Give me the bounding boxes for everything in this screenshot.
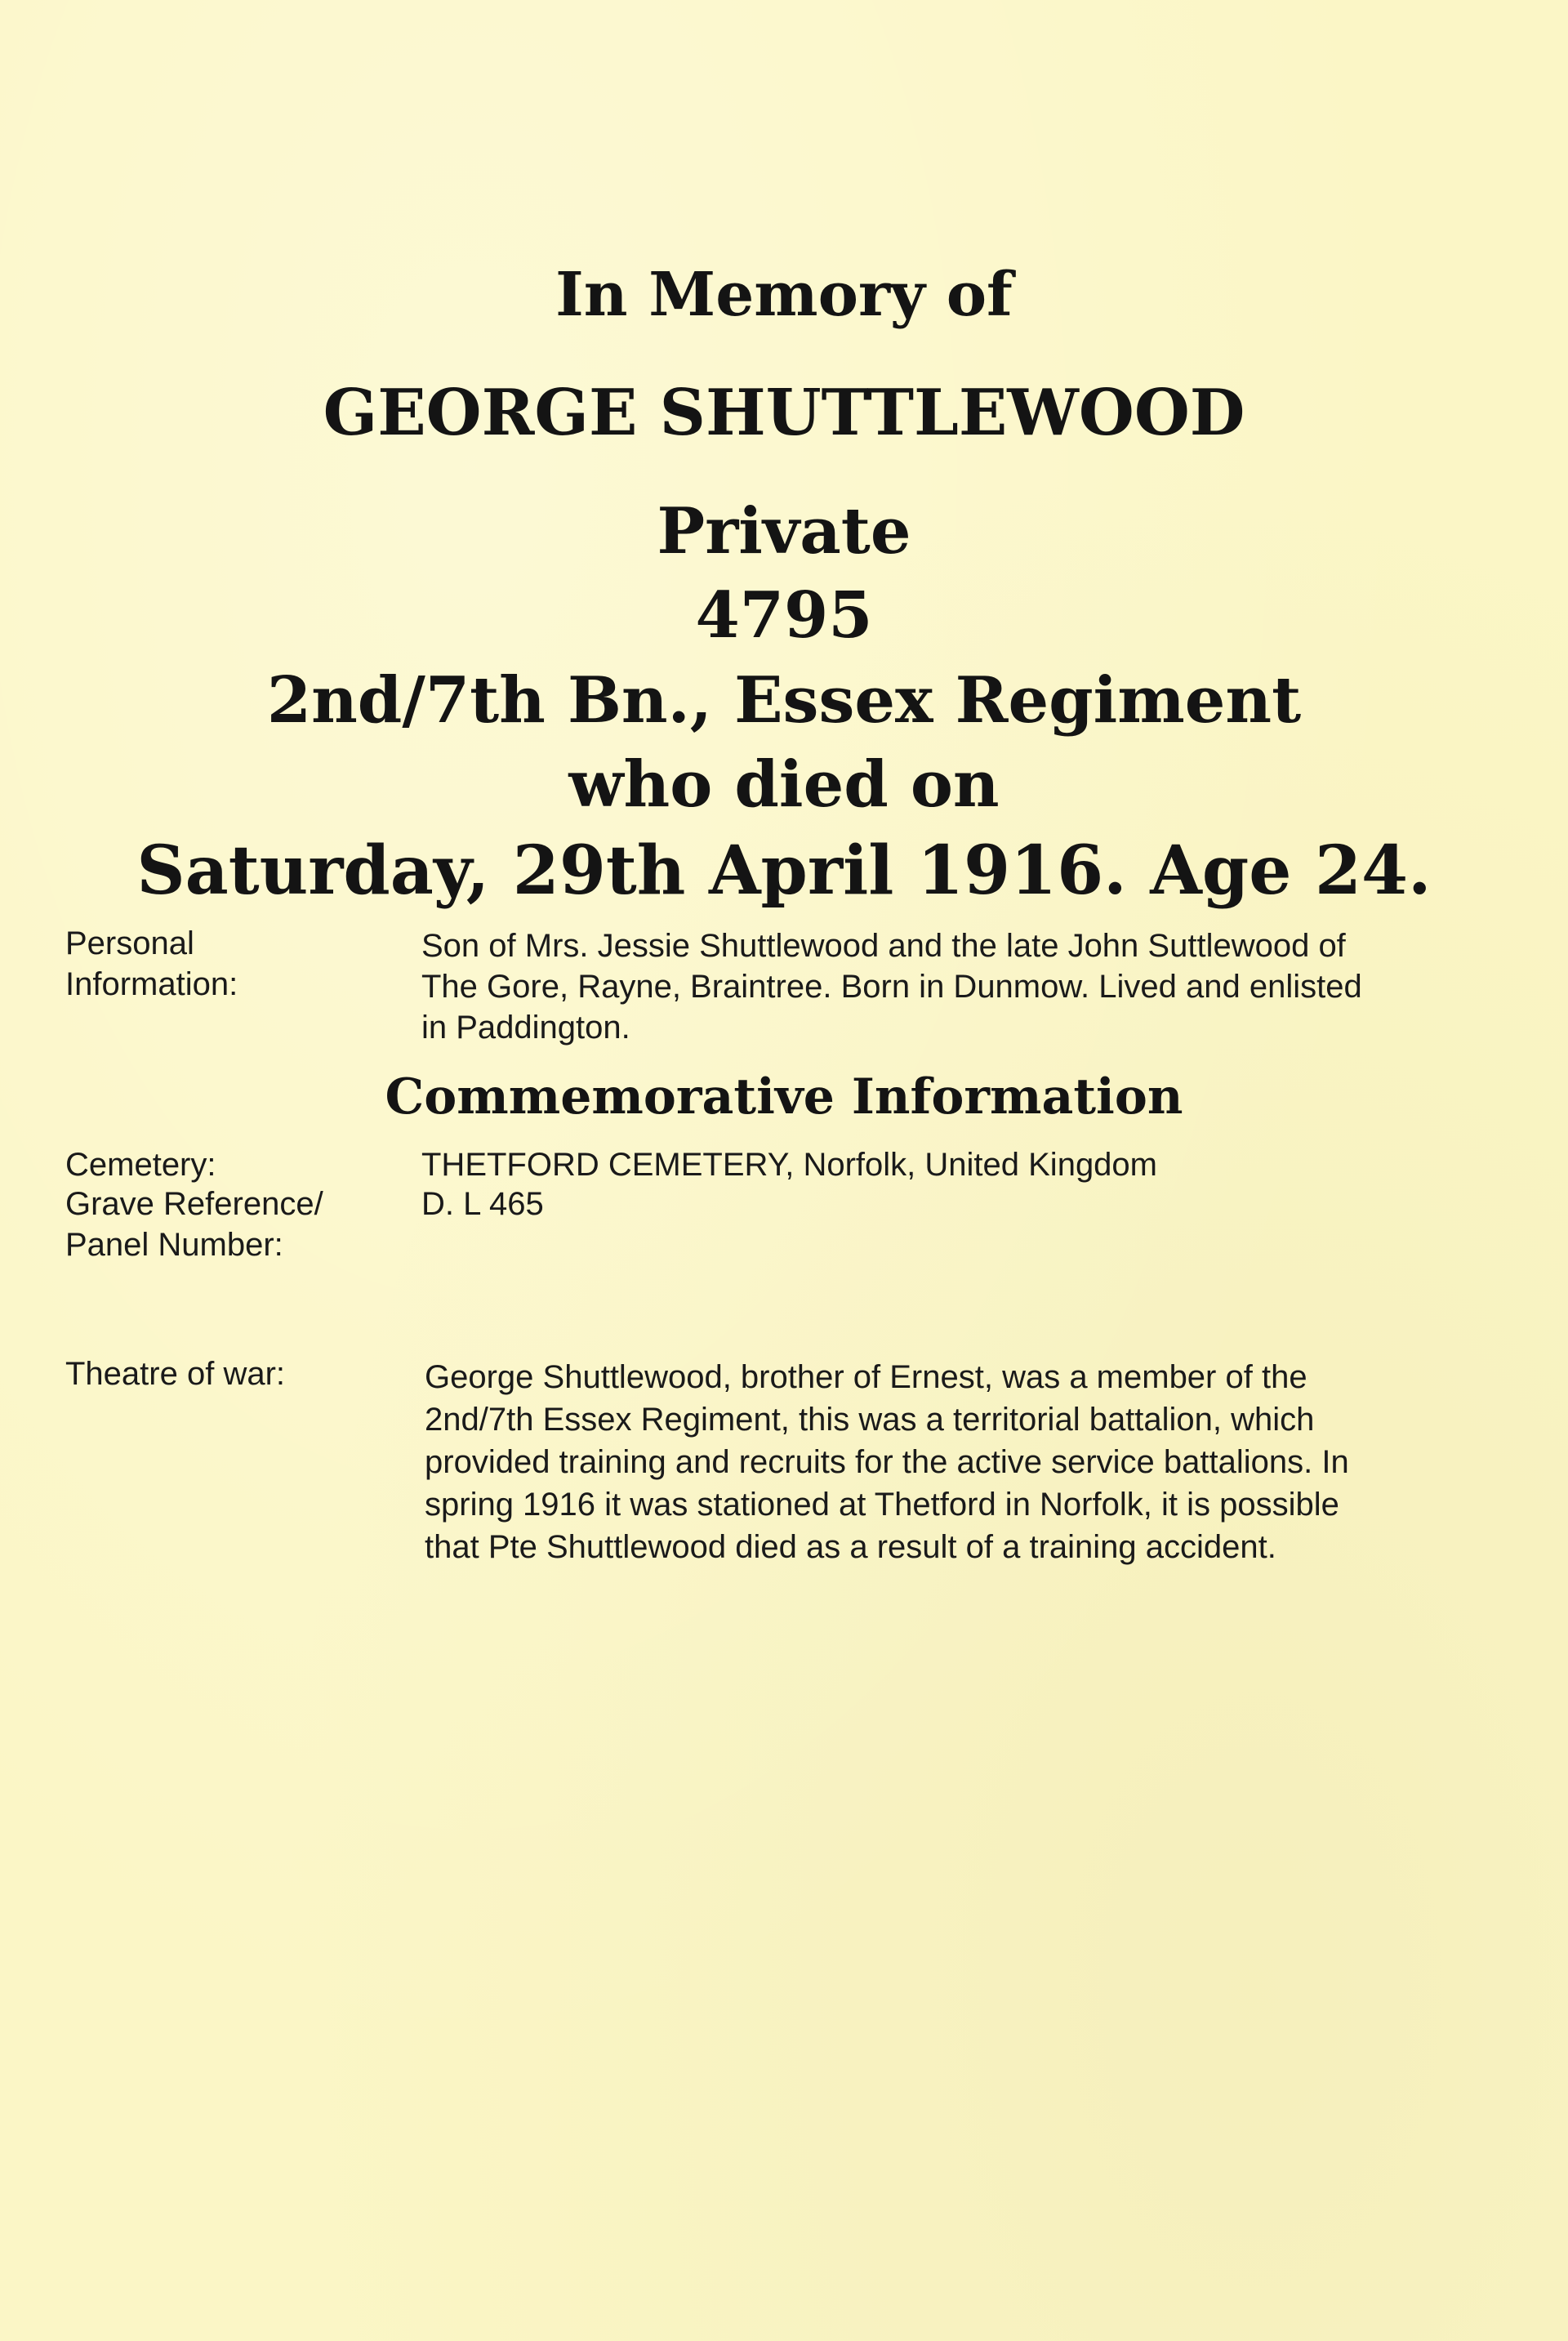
service-number: 4795 — [695, 578, 873, 653]
theatre-line: spring 1916 it was stationed at Thetford in Norfolk, it is possible — [425, 1487, 1339, 1523]
theatre-of-war-text — [425, 1356, 1511, 1568]
theatre-of-war-label: Theatre of war: — [65, 1356, 286, 1392]
grave-label-line: Panel Number: — [65, 1227, 283, 1263]
grave-reference-value: D. L 465 — [421, 1186, 544, 1222]
grave-label-line: Grave Reference/ — [65, 1186, 323, 1222]
cemetery-value: THETFORD CEMETERY, Norfolk, United Kingdom — [421, 1147, 1157, 1183]
personal-info-line: Son of Mrs. Jessie Shuttlewood and the late John Suttlewood of — [421, 928, 1346, 964]
grave-reference-label — [65, 1184, 392, 1265]
death-date-and-age: Saturday, 29th April 1916. Age 24. — [136, 832, 1432, 910]
personal-info-line: in Paddington. — [421, 1010, 630, 1046]
soldier-unit: 2nd/7th Bn., Essex Regiment — [266, 663, 1302, 738]
theatre-line: 2nd/7th Essex Regiment, this was a territorial battalion, which — [425, 1402, 1315, 1438]
cemetery-label: Cemetery: — [65, 1147, 216, 1183]
commemorative-information-heading: Commemorative Information — [385, 1068, 1183, 1126]
personal-label-line: Personal — [65, 925, 194, 961]
personal-info-line: The Gore, Rayne, Braintree. Born in Dunmow. Lived and enlisted — [421, 969, 1362, 1005]
theatre-line: provided training and recruits for the active service battalions. In — [425, 1444, 1349, 1480]
theatre-line: that Pte Shuttlewood died as a result of a training accident. — [425, 1529, 1276, 1565]
personal-information-text — [421, 925, 1508, 1048]
who-died-on-text: who died on — [568, 747, 1000, 822]
soldier-name: GEORGE SHUTTLEWOOD — [323, 376, 1245, 450]
soldier-rank: Private — [657, 494, 911, 569]
theatre-line: George Shuttlewood, brother of Ernest, was a member of the — [425, 1359, 1307, 1395]
personal-label-line: Information: — [65, 966, 238, 1002]
in-memory-of-heading: In Memory of — [555, 260, 1013, 330]
personal-information-label — [65, 923, 392, 1005]
